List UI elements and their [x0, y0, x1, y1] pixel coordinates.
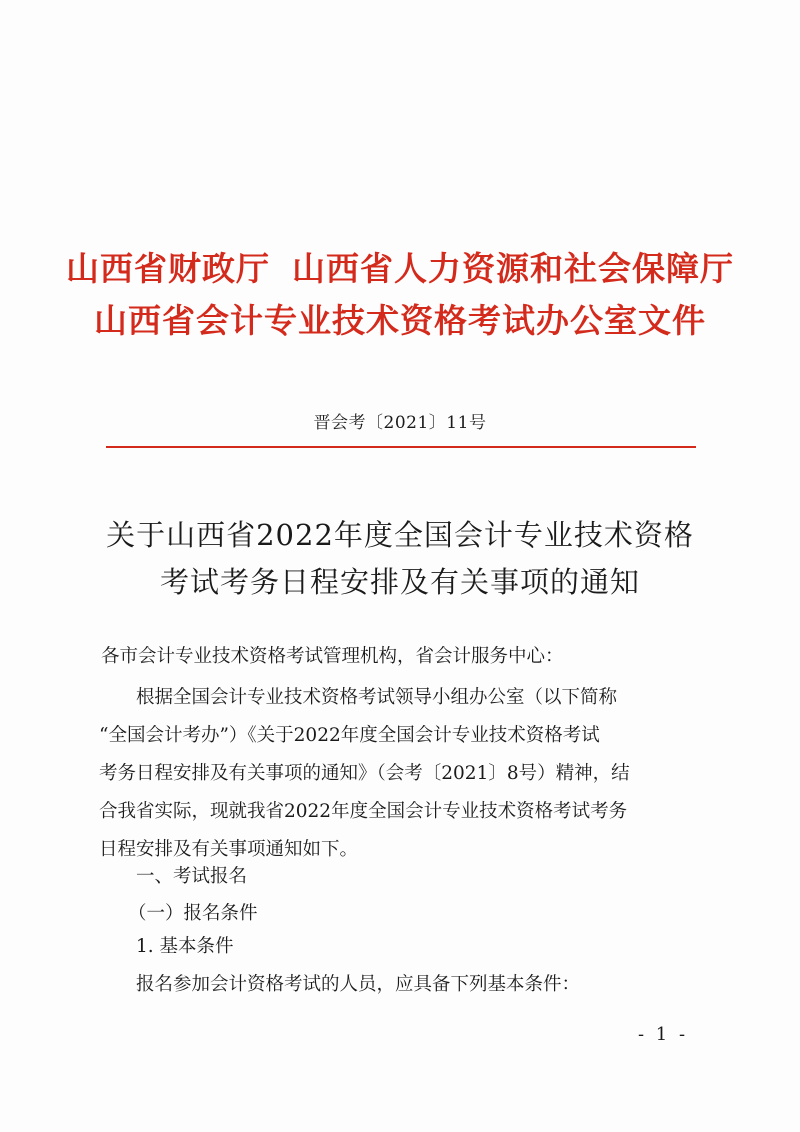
agency-finance: 山西省财政厅: [66, 249, 270, 288]
item-heading: 1. 基本条件: [136, 936, 234, 957]
body-paragraph: [99, 679, 699, 869]
document-title-line2: 考试考务日程安排及有关事项的通知: [159, 565, 640, 599]
salutation: 各市会计专业技术资格考试管理机构，省会计服务中心：: [101, 646, 564, 667]
body-line: 日程安排及有关事项通知如下。: [99, 839, 359, 860]
page-number: - 1 -: [638, 1024, 689, 1045]
section-heading: 一、考试报名: [136, 866, 248, 887]
subsection-heading: （一）报名条件: [128, 903, 258, 924]
item-paragraph: 报名参加会计资格考试的人员，应具备下列基本条件：: [136, 974, 581, 995]
body-line: 合我省实际，现就我省2022年度全国会计专业技术资格考试考务: [99, 801, 628, 822]
body-line: “全国会计考办”）《关于2022年度全国会计专业技术资格考试: [99, 725, 600, 746]
body-line: 根据全国会计专业技术资格考试领导小组办公室（以下简称: [136, 687, 618, 708]
issuing-agency-line2: 山西省会计专业技术资格考试办公室文件: [94, 301, 706, 340]
agency-hr: 山西省人力资源和社会保障厅: [292, 249, 734, 288]
document-title-line1: 关于山西省2022年度全国会计专业技术资格: [106, 518, 694, 552]
red-divider-line: [106, 446, 696, 448]
issuing-agencies-line1: [0, 243, 800, 290]
body-line: 考务日程安排及有关事项的通知》（会考〔2021〕8号）精神，结: [99, 763, 630, 784]
document-number: 晋会考〔2021〕11号: [313, 413, 487, 433]
